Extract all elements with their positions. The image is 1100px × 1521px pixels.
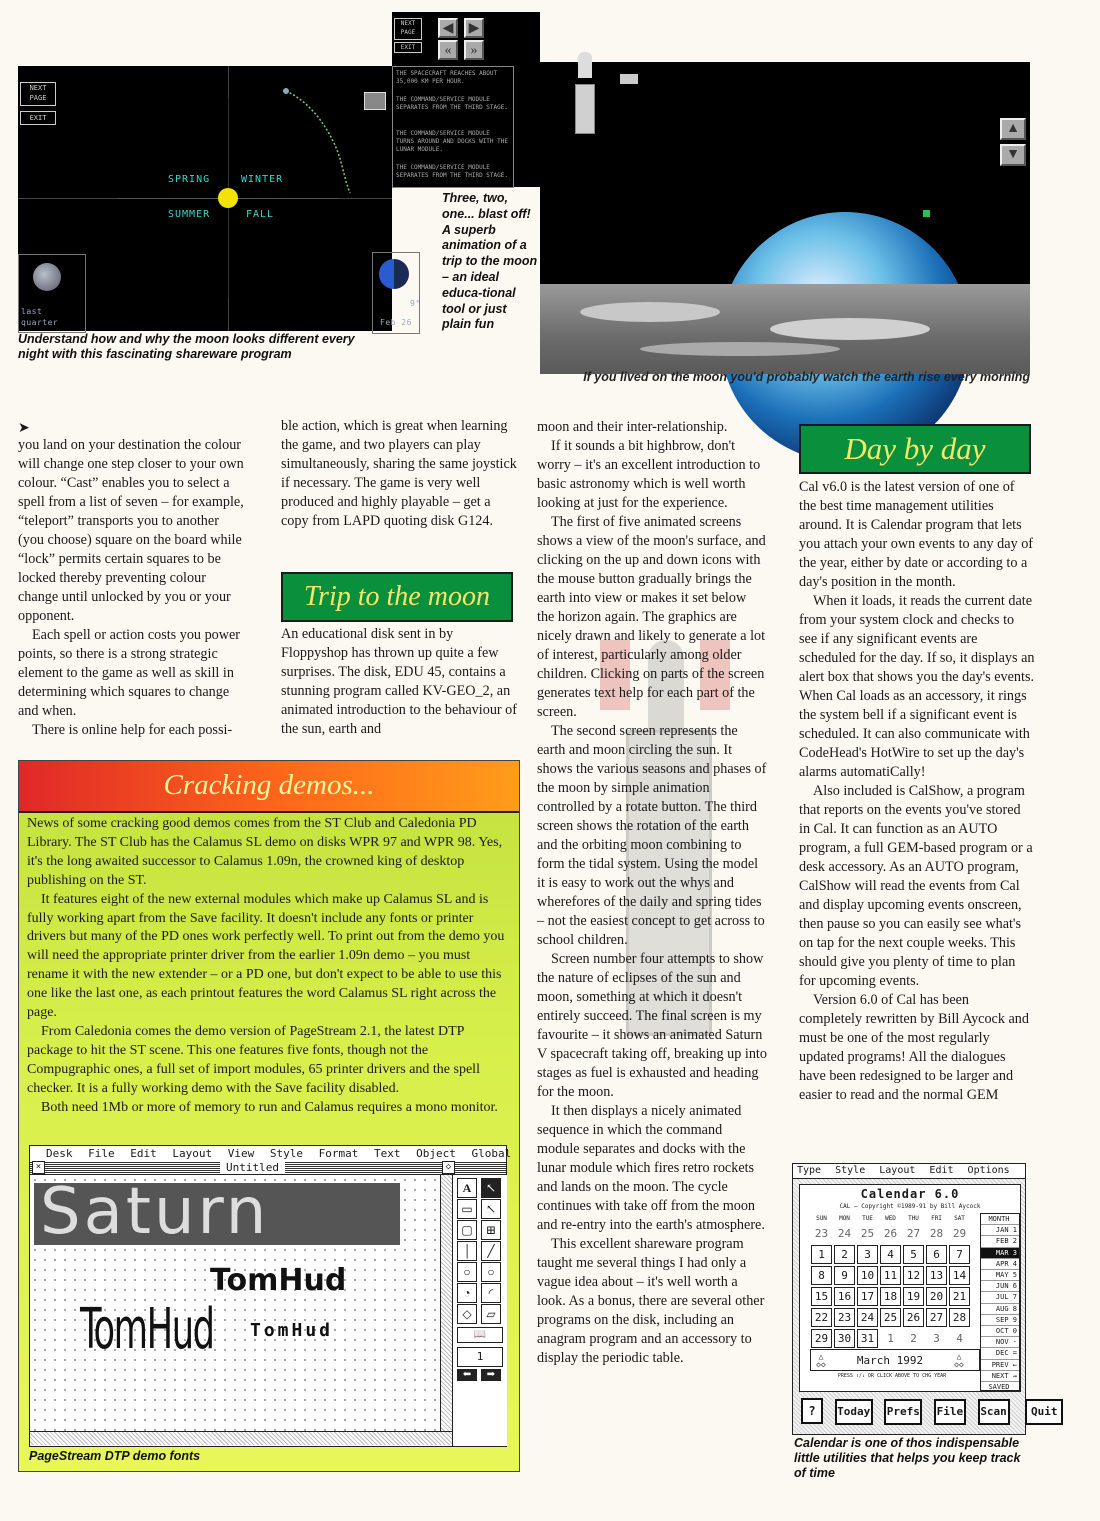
col1-paragraph: you land on your destination the colour will change one step closer to your own colour. “Cast” enables you to select a spell from a list of seven – for example, “teleport” transports you to another (you choose) square on the board while “lock” permits certain squares to be locked thereby preventing colour change until unlocked by you or your opponent.: [18, 437, 244, 624]
spacecraft-text-screenshot: [392, 12, 540, 187]
tomhud-large-text[interactable]: TomHud: [80, 1297, 214, 1362]
menu-layout[interactable]: Layout: [172, 1147, 213, 1160]
calendar-day-cell[interactable]: 4: [880, 1245, 901, 1264]
calendar-day-cell[interactable]: 10: [857, 1266, 878, 1285]
prefs-button[interactable]: Prefs: [884, 1399, 922, 1425]
next-page-button[interactable]: NEXT PAGE: [20, 82, 56, 106]
calendar-day-cell[interactable]: 29: [952, 1227, 967, 1240]
day-by-day-heading: Day by day: [799, 424, 1031, 474]
menu-layout[interactable]: Layout: [879, 1165, 916, 1176]
calendar-day-cell[interactable]: 19: [903, 1287, 924, 1306]
earthrise-caption: If you lived on the moon you'd probably watch the earth rise every morning: [583, 370, 1030, 384]
month-option[interactable]: JAN 1: [981, 1225, 1019, 1236]
day-paragraph: Cal v6.0 is the latest version of one of the best time management utilities around. It is Calendar program that lets you attach your own events to any day of the year, either by date or according to a day's position in the month.: [799, 479, 1034, 590]
month-option[interactable]: MAY 5: [981, 1270, 1019, 1281]
spacecraft-text-3: THE COMMAND/SERVICE MODULE TURNS AROUND AND DOCKS WITH THE LUNAR MODULE.: [396, 130, 508, 153]
file-button[interactable]: File: [934, 1399, 966, 1425]
calendar-day-cell[interactable]: 16: [834, 1287, 855, 1306]
month-option[interactable]: FEB 2: [981, 1236, 1019, 1247]
calendar-day-cell[interactable]: 26: [903, 1308, 924, 1327]
calendar-screenshot: [792, 1163, 1058, 1435]
right-arrow-button[interactable]: ▶: [464, 18, 484, 38]
polygon-tool-icon[interactable]: ◇: [457, 1304, 477, 1324]
summer-label: SUMMER: [168, 209, 211, 220]
month-option[interactable]: DEC =: [981, 1348, 1019, 1359]
calendar-day-cell[interactable]: 25: [880, 1308, 901, 1327]
menu-edit[interactable]: Edit: [929, 1165, 954, 1176]
window-close-icon[interactable]: ×: [32, 1161, 45, 1174]
calendar-day-cell[interactable]: 22: [811, 1308, 832, 1327]
year-hint: PRESS ↑/↓ OR CLICK ABOVE TO CHG YEAR: [837, 1373, 947, 1379]
calendar-day-cell[interactable]: 15: [811, 1287, 832, 1306]
moon-phase-box: [18, 254, 86, 333]
calendar-day-cell[interactable]: 31: [857, 1329, 878, 1348]
cracking-paragraph: News of some cracking good demos comes from the ST Club and Caledonia PD Library. The ST Club has the Calamus SL demo on disks WPR 97 and WPR 98. Yes, it's the long awaited successor to Calamus 1.09n, the crowned king of desktop publishing on the ST.: [27, 816, 503, 888]
spacecraft-text-1: THE SPACECRAFT REACHES ABOUT 35,000 KM PER HOUR.: [396, 70, 498, 85]
calendar-week-row: [810, 1244, 980, 1265]
circle-tool-icon[interactable]: ○: [481, 1262, 501, 1282]
calendar-day-cell[interactable]: 17: [857, 1287, 878, 1306]
calendar-title: Calendar 6.0: [860, 1187, 960, 1201]
help-button[interactable]: ?: [801, 1398, 823, 1424]
toolbox: [452, 1175, 507, 1446]
weekday-thu: THU: [908, 1215, 919, 1222]
moon-icon: [33, 263, 61, 291]
menu-object[interactable]: Object: [416, 1147, 456, 1160]
column-3: [537, 418, 767, 1368]
col3-paragraph: The first of five animated screens shows a view of the moon's surface, and clicking on the up and down icons with the mouse button gradually brings the earth into view or makes it set below the horizon again. The graphics are nicely drawn and likely to generate a lot of interest, particularly among older children. Clicking on parts of the screen generates text help for each part of the screen.: [537, 514, 766, 720]
up-arrow-button[interactable]: ▲: [1000, 118, 1026, 140]
col2-paragraph: ble action, which is great when learning the game, and two players can play simultaneously, sharing the same joystick if necessary. The game is very well produced and highly playable – get a copy from LAPD quoting disk G124.: [281, 418, 517, 529]
menu-global[interactable]: Global: [471, 1147, 512, 1160]
pagestream-screenshot: [29, 1145, 512, 1447]
day-paragraph: Also included is CalShow, a program that reports on the events you've stored in Cal. It can function as an AUTO program, a full GEM-based program or a desk accessory. As an AUTO program, CalShow will read the events from Cal and display upcoming events onscreen, then pause so you can easily see what's on tap for the next couple weeks. This should give you plenty of time to plan for upcoming events.: [799, 783, 1033, 989]
next-page-icon[interactable]: ➡: [481, 1369, 501, 1381]
cracking-demos-box: [18, 760, 520, 1472]
left-arrow-button[interactable]: ◀: [438, 18, 458, 38]
spacecraft-text-2: THE COMMAND/SERVICE MODULE SEPARATES FROM THE THIRD STAGE.: [396, 96, 508, 111]
blast-off-caption: Three, two, one... blast off! A superb animation of a trip to the moon – an ideal educa-tional tool or just plain fun: [442, 191, 538, 332]
calendar-day-cell[interactable]: 1: [811, 1245, 832, 1264]
calendar-dialog: [799, 1184, 1021, 1392]
day-paragraph: When it loads, it reads the current date from your system clock and checks to see if any significant events are scheduled for the day. If so, it displays an alert box that shows you the day's events. When Cal loads as an accessory, it rings the system bell if a significant event is scheduled. It can also communicate with CodeHead's HotWire to set up the day's alarms automatiCally!: [799, 593, 1035, 780]
weekday-fri: FRI: [931, 1215, 942, 1222]
horizontal-scrollbar[interactable]: [30, 1431, 452, 1445]
calendar-week-row: [810, 1265, 980, 1286]
year-down-icon[interactable]: △ ◇◇: [954, 1352, 964, 1369]
column-2-top: [281, 417, 517, 531]
calendar-buttons: [801, 1398, 1058, 1425]
date-label: Feb 26: [380, 318, 412, 327]
rewind-button[interactable]: «: [438, 40, 458, 60]
prev-page-icon[interactable]: ⬅: [457, 1369, 477, 1381]
calendar-day-cell[interactable]: 26: [883, 1227, 898, 1240]
month-list: [980, 1213, 1020, 1391]
saved-label: SAVED: [988, 1383, 1010, 1392]
weekday-sun: SUN: [816, 1215, 827, 1222]
earth-icon: [379, 259, 409, 289]
camera-icon[interactable]: [364, 92, 386, 110]
month-option[interactable]: AUG 8: [981, 1304, 1019, 1315]
today-button[interactable]: Today: [835, 1399, 873, 1425]
pointer-tool-icon[interactable]: ↖: [481, 1178, 501, 1198]
page-canvas[interactable]: [30, 1175, 440, 1431]
month-option[interactable]: OCT 0: [981, 1326, 1019, 1337]
phase-line-2: quarter: [21, 318, 59, 327]
page-number[interactable]: 1: [457, 1347, 503, 1367]
weekday-tue: TUE: [862, 1215, 873, 1222]
prev-button[interactable]: PREV ←: [981, 1360, 1019, 1371]
calendar-day-cell[interactable]: 21: [949, 1287, 970, 1306]
text-tool-icon[interactable]: A: [457, 1178, 477, 1198]
quit-button[interactable]: Quit: [1025, 1399, 1063, 1425]
col1-paragraph: There is online help for each possi-: [32, 722, 233, 738]
calendar-day-cell[interactable]: 12: [903, 1266, 924, 1285]
earthrise-screenshot: [540, 62, 1030, 368]
saturn-text: Saturn: [40, 1175, 270, 1249]
phase-line-1: last: [21, 307, 43, 316]
weekday-sat: SAT: [954, 1215, 965, 1222]
weekday-mon: MON: [839, 1215, 850, 1222]
moon-phases-caption: Understand how and why the moon looks different every night with this fascinating shareware program: [18, 332, 355, 361]
calendar-day-cell[interactable]: 20: [926, 1287, 947, 1306]
calendar-day-cell[interactable]: 27: [906, 1227, 921, 1240]
calendar-week-row: [810, 1286, 980, 1307]
col1-paragraph: Each spell or action costs you power points, so there is a strong strategic element to the game as well as skill in determining which squares to change and when.: [18, 627, 241, 719]
month-header: MONTH: [981, 1214, 1019, 1225]
cracking-body: [27, 815, 511, 1118]
fall-label: FALL: [246, 209, 275, 220]
calendar-week-row: [810, 1307, 980, 1328]
calendar-day-cell[interactable]: 5: [903, 1245, 924, 1264]
calendar-day-cell[interactable]: 4: [956, 1332, 963, 1345]
oval-tool-icon[interactable]: ○: [457, 1262, 477, 1282]
calendar-week-row: [810, 1223, 980, 1244]
pagestream-caption: PageStream DTP demo fonts: [29, 1449, 201, 1463]
menu-desk[interactable]: Desk: [46, 1147, 73, 1160]
weekday-header: [810, 1215, 976, 1222]
cracking-paragraph: It features eight of the new external modules which make up Calamus SL and is fully working apart from the Save facility. It doesn't include any fonts or printer drivers but many of the PD ones work perfectly well. To print out from the demo you will need the appropriate printer driver from the earlier 1.09n demo – you must rename it with the new extender – or a PD one, but don't expect to be able to use this one like the last one, as each printout features the word Calamus SL right across the page.: [27, 891, 505, 1021]
calendar-day-cell[interactable]: 30: [834, 1329, 855, 1348]
calendar-day-cell[interactable]: 9: [834, 1266, 855, 1285]
orbit-trace: [268, 81, 358, 201]
menu-style[interactable]: Style: [269, 1147, 303, 1160]
calendar-day-cell[interactable]: 3: [933, 1332, 940, 1345]
menu-style[interactable]: Style: [835, 1165, 866, 1176]
spacecraft-text-4: THE COMMAND/SERVICE MODULE SEPARATES FROM THE THIRD STAGE.: [396, 164, 508, 179]
month-option[interactable]: JUN 6: [981, 1281, 1019, 1292]
calendar-day-cell[interactable]: 14: [949, 1266, 970, 1285]
calendar-menubar: [793, 1164, 1025, 1179]
column-4: [799, 478, 1035, 1105]
col3-paragraph: Screen number four attempts to show the nature of eclipses of the sun and moon, something at which it doesn't entirely succeed. The final screen is my favourite – it shows an animated Saturn V spacecraft taking off, breaking up into stages as fuel is exhausted and heading for the moon.: [537, 951, 767, 1100]
sun-icon: [218, 188, 238, 208]
calendar-day-cell[interactable]: 18: [880, 1287, 901, 1306]
month-option[interactable]: JUL 7: [981, 1292, 1019, 1303]
month-option[interactable]: SEP 9: [981, 1315, 1019, 1326]
exit-button[interactable]: EXIT: [20, 111, 56, 125]
month-label: March 1992: [856, 1354, 924, 1367]
menu-view[interactable]: View: [227, 1147, 255, 1160]
day-paragraph: Version 6.0 of Cal has been completely rewritten by Bill Aycock and must be one of the most regularly updated programs! All the dialogues have been redesigned to be larger and easier to read and the normal GEM: [799, 992, 1029, 1103]
menu-edit[interactable]: Edit: [130, 1147, 157, 1160]
calendar-day-cell[interactable]: 2: [910, 1332, 917, 1345]
calendar-day-cell[interactable]: 28: [949, 1308, 970, 1327]
calendar-day-cell[interactable]: 24: [837, 1227, 852, 1240]
cracking-paragraph: Both need 1Mb or more of memory to run and Calamus requires a mono monitor.: [41, 1099, 498, 1115]
menu-options[interactable]: Options: [967, 1165, 1010, 1176]
menu-format[interactable]: Format: [318, 1147, 359, 1160]
calendar-day-cell[interactable]: 2: [834, 1245, 855, 1264]
col3-paragraph: This excellent shareware program taught me several things I had only a vague idea about – it's well worth a look. As a bonus, there are several other programs on the disk, including an anagram program and an accessory to display the periodic table.: [537, 1236, 765, 1366]
calendar-day-cell[interactable]: 8: [811, 1266, 832, 1285]
rectangle-tool-icon[interactable]: ▢: [457, 1220, 477, 1240]
pagestream-menubar: [30, 1146, 512, 1162]
menu-file[interactable]: File: [88, 1147, 115, 1160]
calendar-day-cell[interactable]: 25: [860, 1227, 875, 1240]
cracking-paragraph: From Caledonia comes the demo version of PageStream 2.1, the latest DTP package to hit the ST scene. This one features five fonts, though not the Compugraphic ones, a full set of import modules, 65 printer drivers and the spell checker. It is a fully working demo with the Save facility disabled.: [27, 1023, 480, 1096]
trip-body: [281, 625, 517, 739]
window-title: Untitled: [220, 1161, 285, 1174]
trip-paragraph: An educational disk sent in by Floppyshop has thrown up quite a few surprises. The disk, EDU 45, contains a stunning program called KV-GEO_2, an animated introduction to the behaviour of the sun, earth and: [281, 626, 517, 737]
select-tool-icon[interactable]: ↖: [481, 1199, 501, 1219]
col3-paragraph: If it sounds a bit highbrow, don't worry – it's an excellent introduction to basic astronomy which is well worth looking at just for the experience.: [537, 438, 761, 511]
scan-button[interactable]: Scan: [978, 1399, 1010, 1425]
calendar-week-row: [810, 1328, 980, 1349]
calendar-day-cell[interactable]: 6: [926, 1245, 947, 1264]
arc-tool-icon[interactable]: ◜: [481, 1283, 501, 1303]
window-titlebar[interactable]: [30, 1161, 506, 1175]
month-option[interactable]: NOV -: [981, 1337, 1019, 1348]
calendar-caption: Calendar is one of thos indispensable little utilities that helps you keep track of time: [794, 1436, 1021, 1480]
weekday-wed: WED: [885, 1215, 896, 1222]
calendar-day-cell[interactable]: 27: [926, 1308, 947, 1327]
col3-paragraph: It then displays a nicely animated sequence in which the command module separates and docks with the lunar module which fires retro rockets and lands on the moon. The cycle continues with take off from the moon and re-entry into the earth's atmosphere.: [537, 1103, 765, 1233]
next-page-button-2[interactable]: NEXT PAGE: [394, 18, 422, 40]
fast-forward-button[interactable]: »: [464, 40, 484, 60]
calendar-day-cell[interactable]: 23: [814, 1227, 829, 1240]
month-option[interactable]: MAR 3: [981, 1248, 1019, 1259]
window-fullsize-icon[interactable]: ◇: [442, 1161, 455, 1174]
menu-type[interactable]: Type: [797, 1165, 822, 1176]
calendar-grid: [810, 1223, 980, 1349]
col3-paragraph: The second screen represents the earth and moon circling the sun. It shows the various seasons and phases of the moon by simple animation controlled by a rotate button. The third screen shows the rotation of the earth and the orbiting moon combining to form the tidal system. Using the model it is easy to work out the whys and wherefores of the daily and spring tides – not the easiest concept to get across to school children.: [537, 723, 767, 948]
calendar-day-cell[interactable]: 28: [929, 1227, 944, 1240]
pie-tool-icon[interactable]: ◔: [457, 1283, 477, 1303]
freehand-tool-icon[interactable]: ▱: [481, 1304, 501, 1324]
calendar-day-cell[interactable]: 1: [887, 1332, 894, 1345]
calendar-day-cell[interactable]: 11: [880, 1266, 901, 1285]
calendar-day-cell[interactable]: 29: [811, 1329, 832, 1348]
book-icon: 📖: [457, 1327, 503, 1343]
next-button[interactable]: NEXT →: [981, 1371, 1019, 1382]
year-up-icon[interactable]: △ ◇◇: [816, 1352, 826, 1369]
calendar-copyright: CAL – Copyright ©1989-91 by Bill Aycock: [839, 1203, 981, 1210]
saturn-text-box[interactable]: [34, 1175, 400, 1249]
rocket-stage: [575, 84, 595, 134]
calendar-day-cell[interactable]: 3: [857, 1245, 878, 1264]
calendar-day-cell[interactable]: 24: [857, 1308, 878, 1327]
spring-label: SPRING: [168, 174, 211, 185]
trip-to-moon-heading: Trip to the moon: [281, 572, 513, 622]
cracking-demos-heading-bar: [19, 761, 519, 813]
calendar-day-cell[interactable]: 23: [834, 1308, 855, 1327]
menu-text[interactable]: Text: [374, 1147, 401, 1160]
continue-marker: ➤: [18, 421, 30, 436]
rocket-icon: [578, 52, 592, 78]
frame-tool-icon[interactable]: ▭: [457, 1199, 477, 1219]
line-tool-icon[interactable]: │: [457, 1241, 477, 1261]
down-arrow-button[interactable]: ▼: [1000, 144, 1026, 166]
degree-label: 9°: [410, 299, 421, 308]
winter-label: WINTER: [241, 174, 284, 185]
diagonal-line-tool-icon[interactable]: ╱: [481, 1241, 501, 1261]
tomhud-wide-text[interactable]: TomHud: [250, 1320, 334, 1341]
tomhud-small-text[interactable]: TomHud: [210, 1263, 347, 1298]
col3-paragraph: moon and their inter-relationship.: [537, 419, 728, 435]
cracking-demos-heading: Cracking demos...: [163, 769, 375, 801]
month-option[interactable]: APR 4: [981, 1259, 1019, 1270]
calendar-day-cell[interactable]: 7: [949, 1245, 970, 1264]
month-options: [981, 1225, 1019, 1359]
crop-tool-icon[interactable]: ⊞: [481, 1220, 501, 1240]
exit-button-2[interactable]: EXIT: [394, 42, 422, 53]
column-1: [18, 436, 246, 740]
calendar-day-cell[interactable]: 13: [926, 1266, 947, 1285]
